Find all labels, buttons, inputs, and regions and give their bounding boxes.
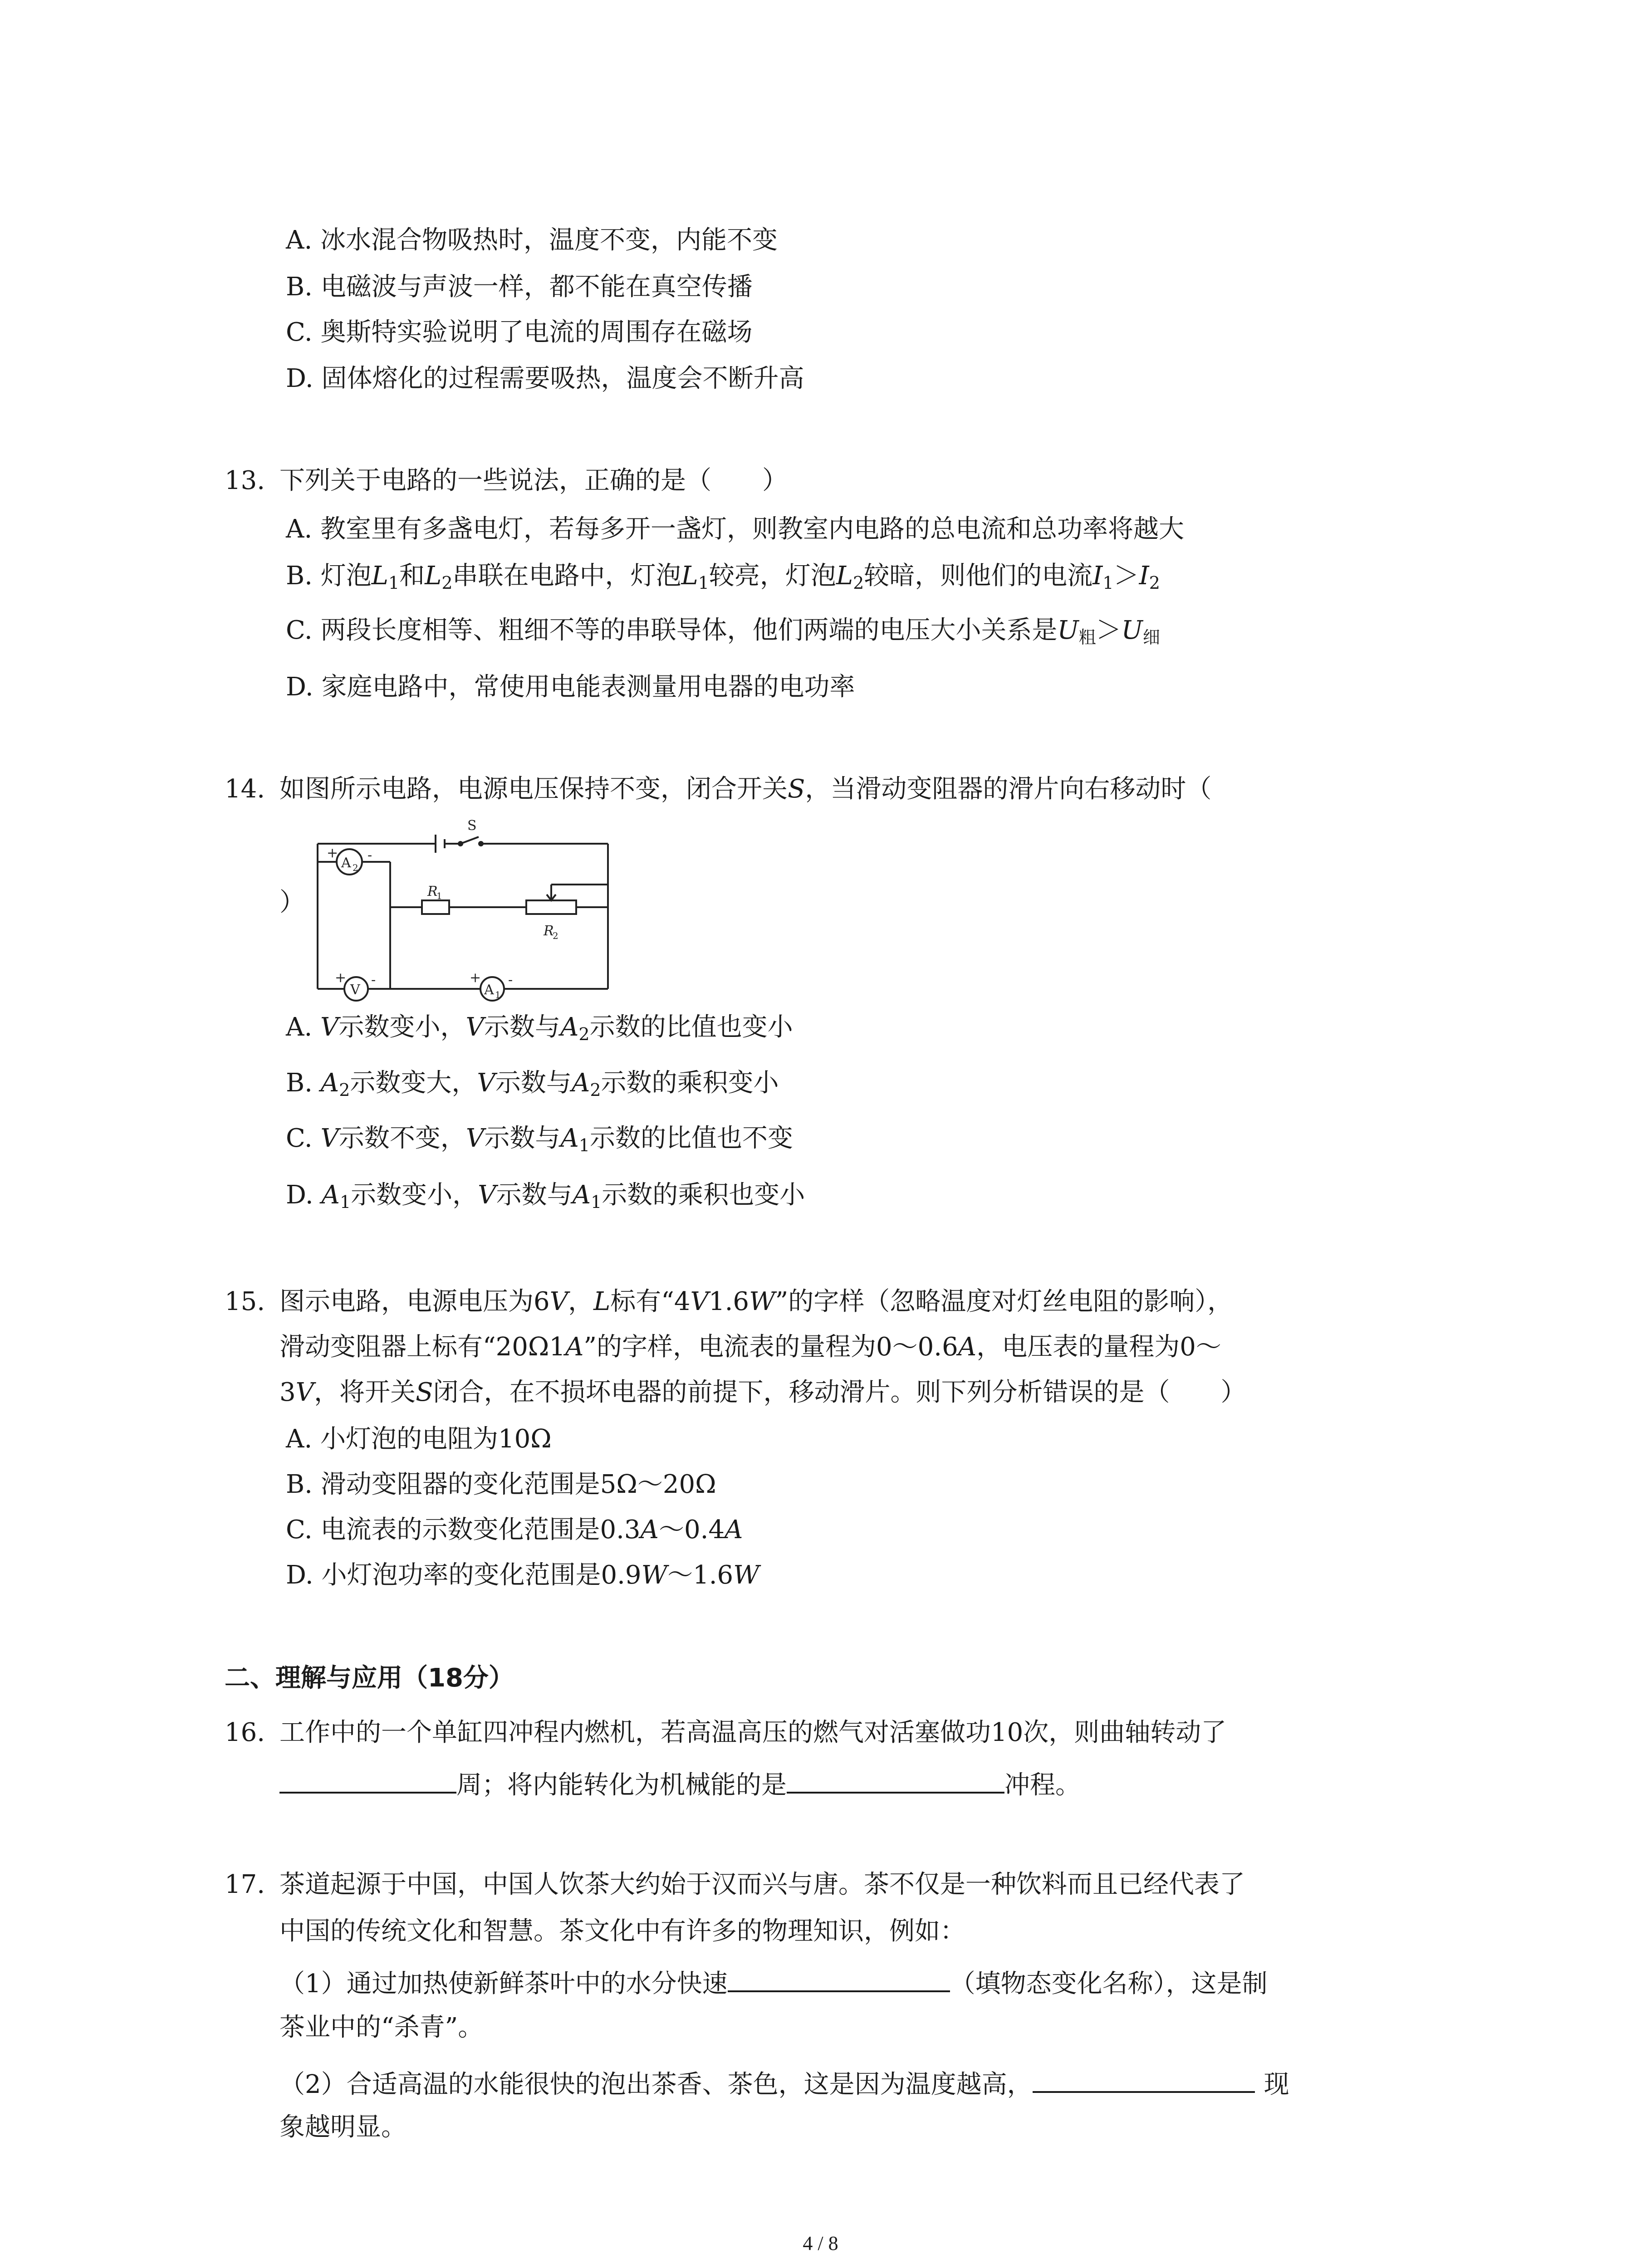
q14-number: 14. — [225, 774, 265, 804]
q17-number: 17. — [225, 1870, 265, 1899]
circuit-a1-sub: 1 — [495, 989, 501, 1000]
q17-line-1: 茶道起源于中国，中国人饮茶大约始于汉而兴与唐。茶不仅是一种饮料而且已经代表了 — [279, 1870, 1245, 1899]
q13-number: 13. — [225, 466, 265, 495]
q17-part-2: （2）合适高温的水能很快的泡出茶香、茶色，这是因为温度越高， 现 — [279, 2064, 1289, 2103]
q16-line-2: 周；将内能转化为机械能的是 冲程。 — [279, 1765, 1081, 1804]
q16-number: 16. — [225, 1718, 265, 1747]
q16-line-1: 工作中的一个单缸四冲程内燃机，若高温高压的燃气对活塞做功10次，则曲轴转动了 — [279, 1718, 1227, 1747]
q13-option-c: C. 两段长度相等、粗细不等的串联导体，他们两端的电压大小关系是$U_粗>U_细$ — [286, 616, 1160, 647]
q12-option-a: A. 冰水混合物吸热时，温度不变，内能不变 — [286, 225, 778, 255]
q14-option-d: D. $A_1$示数变小，V示数与$A_1$示数的乘积也变小 — [286, 1180, 805, 1212]
q14-stem-close: ） — [279, 888, 305, 917]
q15-option-a: A. 小灯泡的电阻为10Ω — [286, 1424, 552, 1454]
q17-part-1-cont: 茶业中的“杀青”。 — [279, 2013, 484, 2042]
page-number: 4 / 8 — [803, 2232, 838, 2254]
circuit-v-plus: + — [335, 970, 347, 986]
q13-stem: 下列关于电路的一些说法，正确的是（ ） — [279, 466, 788, 495]
circuit-v-label: V — [350, 982, 360, 998]
circuit-a2-minus: - — [367, 847, 372, 863]
q15-option-d: D. 小灯泡功率的变化范围是0.9W～1.6W — [286, 1560, 759, 1590]
q17-line-2: 中国的传统文化和智慧。茶文化中有许多的物理知识，例如： — [279, 1916, 965, 1946]
circuit-v-minus: - — [371, 972, 376, 988]
answer-blank[interactable] — [279, 1765, 456, 1794]
circuit-r2-sub: 2 — [553, 930, 558, 941]
q14-stem: 如图所示电路，电源电压保持不变，闭合开关S，当滑动变阻器的滑片向右移动时（ — [279, 774, 1212, 804]
circuit-a1-minus: - — [508, 972, 513, 988]
answer-blank[interactable] — [728, 1963, 950, 1992]
q12-option-c: C. 奥斯特实验说明了电流的周围存在磁场 — [286, 318, 753, 347]
circuit-r1-sub: 1 — [436, 890, 442, 901]
circuit-r2-label: R — [544, 923, 554, 939]
circuit-a2-sub: 2 — [353, 862, 358, 873]
q17-part-1: （1）通过加热使新鲜茶叶中的水分快速 （填物态变化名称），这是制 — [279, 1963, 1268, 2002]
q15-line-3: 3V，将开关S闭合，在不损坏电器的前提下，移动滑片。则下列分析错误的是（ ） — [279, 1378, 1246, 1407]
circuit-a2-label: A — [341, 855, 351, 871]
answer-blank[interactable] — [1033, 2064, 1255, 2093]
q17-part-2-cont: 象越明显。 — [279, 2112, 407, 2142]
q15-line-2: 滑动变阻器上标有“20Ω1A”的字样，电流表的量程为0～0.6A，电压表的量程为0～ — [279, 1332, 1221, 1362]
q12-option-d: D. 固体熔化的过程需要吸热，温度会不断升高 — [286, 364, 804, 393]
q15-line-1: 图示电路，电源电压为6V，L标有“4V1.6W”的字样（忽略温度对灯丝电阻的影响）， — [279, 1287, 1233, 1316]
circuit-a1-plus: + — [470, 970, 481, 986]
circuit-a2-plus: + — [327, 845, 338, 861]
q14-circuit-diagram — [309, 816, 626, 1007]
circuit-switch-label: S — [467, 818, 477, 834]
q15-number: 15. — [225, 1287, 265, 1316]
q15-option-b: B. 滑动变阻器的变化范围是5Ω～20Ω — [286, 1470, 716, 1499]
q13-option-d: D. 家庭电路中，常使用电能表测量用电器的电功率 — [286, 672, 855, 702]
q14-option-c: C. V示数不变，V示数与$A_1$示数的比值也不变 — [286, 1124, 793, 1155]
q12-option-b: B. 电磁波与声波一样，都不能在真空传播 — [286, 272, 753, 302]
q14-option-b: B. $A_2$示数变大，V示数与$A_2$示数的乘积变小 — [286, 1068, 779, 1100]
q14-option-a: A. V示数变小，V示数与$A_2$示数的比值也变小 — [286, 1012, 793, 1044]
q15-option-c: C. 电流表的示数变化范围是0.3A～0.4A — [286, 1515, 743, 1545]
circuit-a1-label: A — [484, 982, 494, 998]
q13-option-a: A. 教室里有多盏电灯，若每多开一盏灯，则教室内电路的总电流和总功率将越大 — [286, 514, 1185, 544]
answer-blank[interactable] — [787, 1765, 1004, 1794]
q13-option-b: B. 灯泡$L_1$和$L_2$串联在电路中，灯泡$L_1$较亮，灯泡$L_2$较暗，则他们的电流$I_1>I_2$ — [286, 561, 1160, 593]
section-title: 二、理解与应用（18分） — [225, 1663, 514, 1693]
circuit-r1-label: R — [427, 884, 438, 899]
